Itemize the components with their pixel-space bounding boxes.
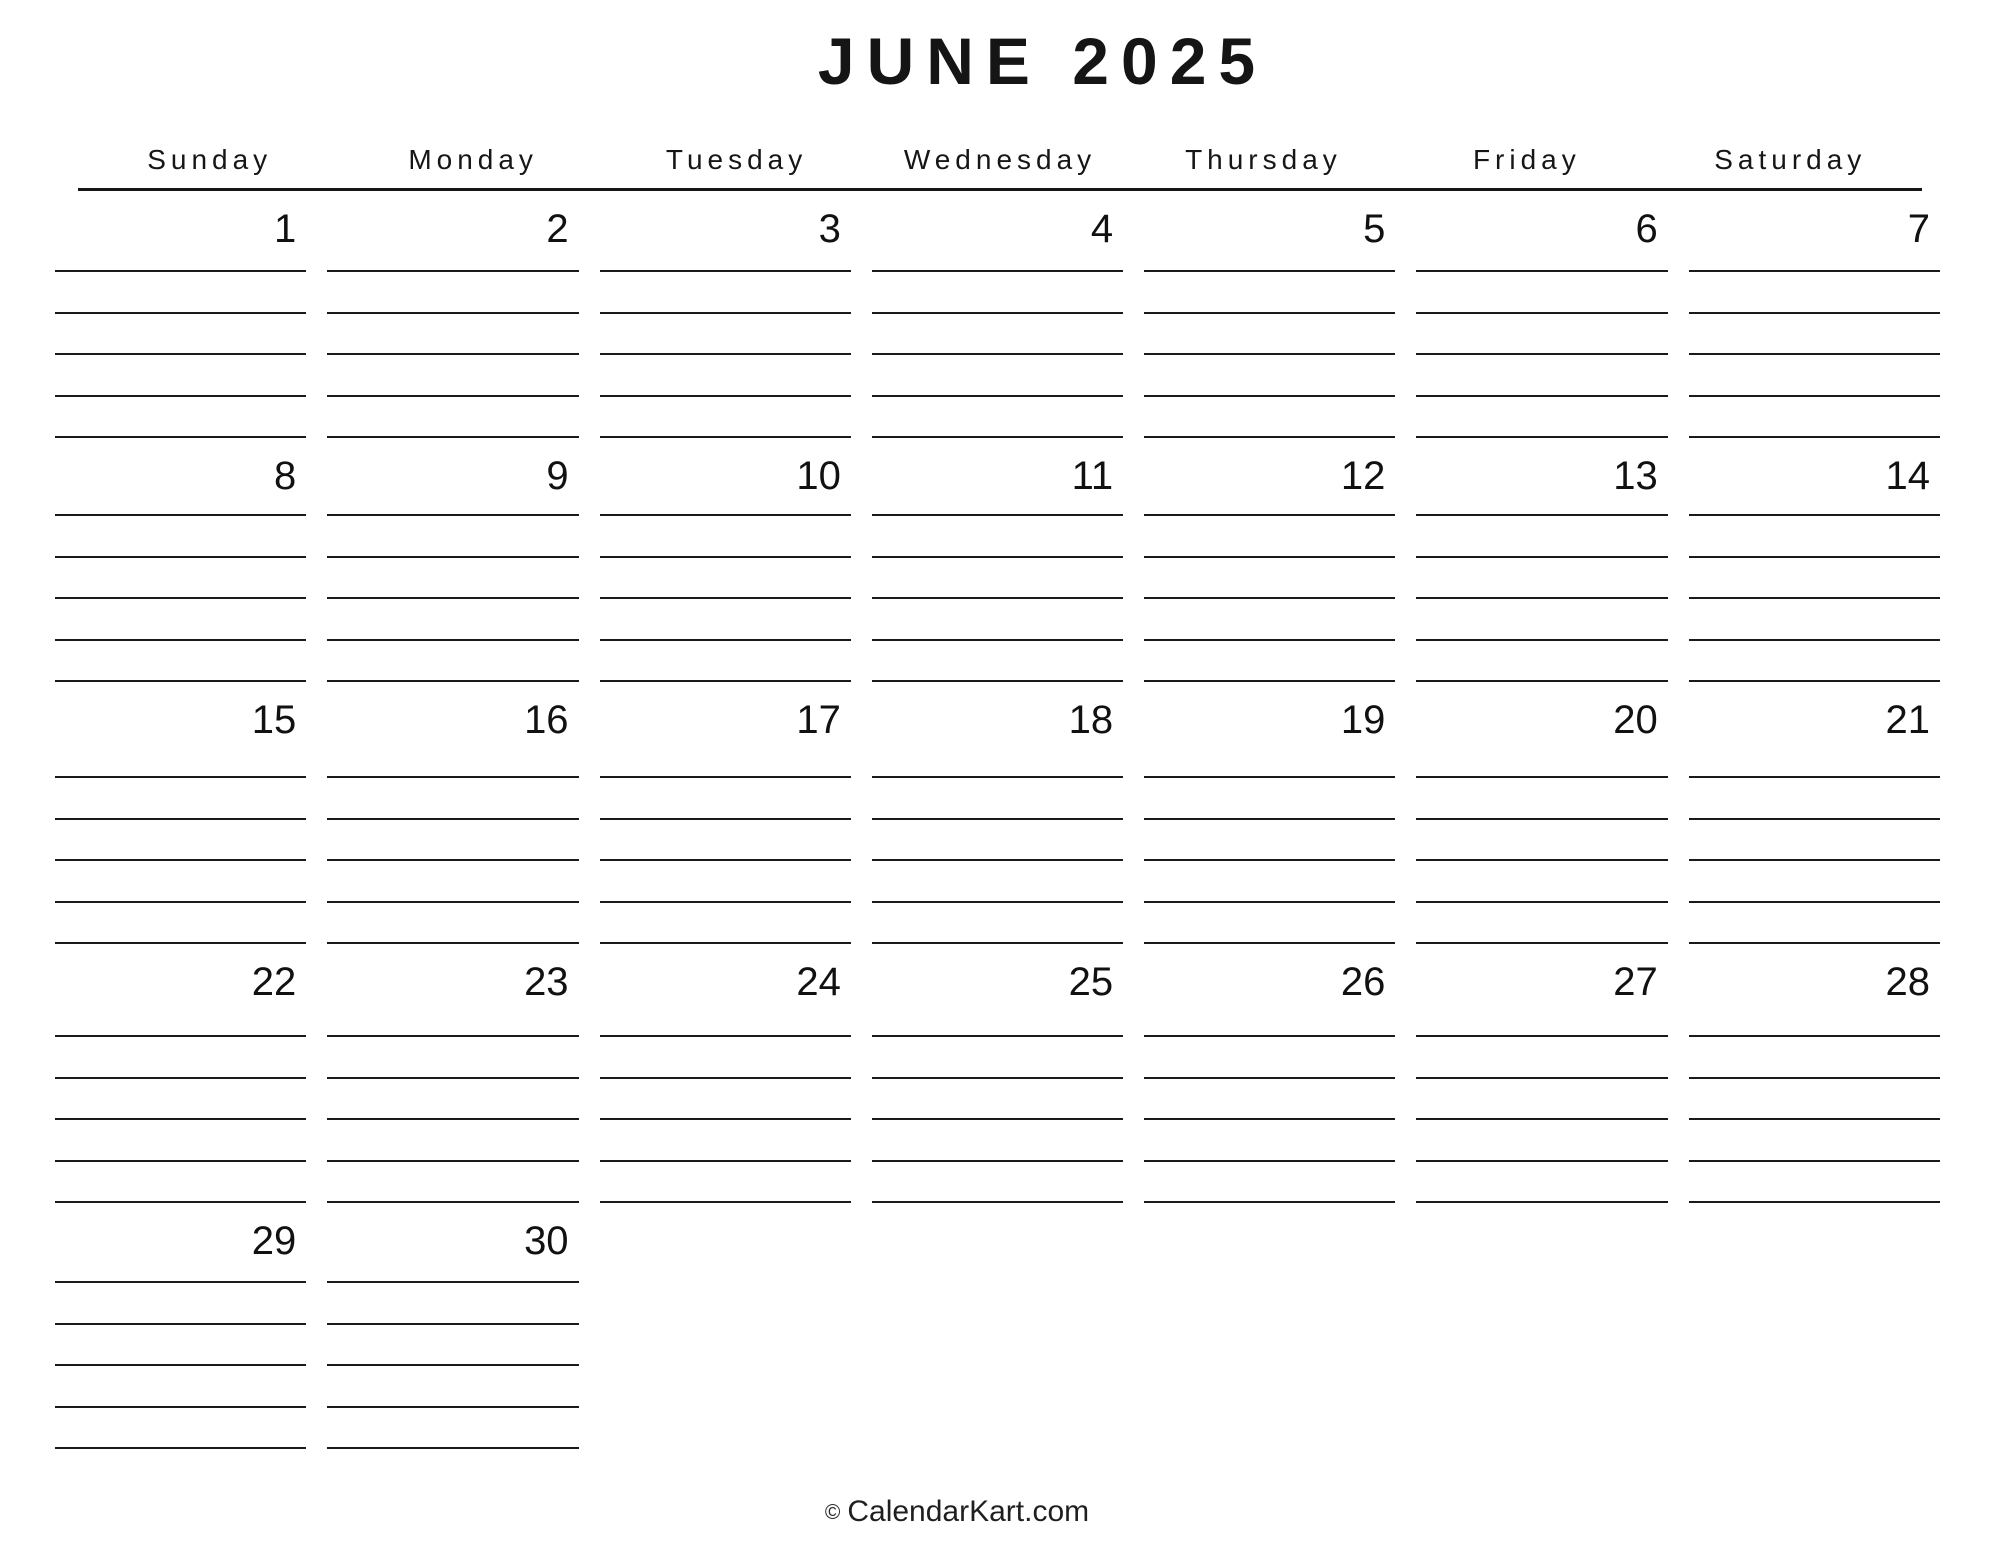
writing-line bbox=[55, 903, 306, 945]
weekday-header-friday: Friday bbox=[1472, 144, 1581, 175]
writing-line bbox=[1144, 599, 1395, 641]
day-cell bbox=[600, 944, 851, 1203]
date-number: 27 bbox=[1613, 960, 1658, 1004]
day-cell bbox=[1144, 191, 1395, 438]
date-box bbox=[600, 682, 851, 742]
writing-line bbox=[327, 641, 578, 683]
day-cell bbox=[55, 682, 306, 944]
date-number: 28 bbox=[1885, 960, 1930, 1004]
date-box bbox=[1144, 191, 1395, 251]
date-box bbox=[1416, 944, 1667, 1004]
writing-line bbox=[55, 1408, 306, 1450]
writing-line bbox=[327, 397, 578, 439]
date-box bbox=[1689, 191, 1940, 251]
day-cell bbox=[872, 191, 1123, 438]
day-cell bbox=[1416, 1203, 1667, 1449]
writing-line bbox=[55, 558, 306, 600]
date-number: 5 bbox=[1363, 207, 1386, 251]
date-box bbox=[1144, 944, 1395, 1004]
writing-line bbox=[327, 272, 578, 314]
date-box bbox=[55, 944, 306, 1004]
writing-line bbox=[1689, 516, 1940, 558]
day-cell bbox=[327, 682, 578, 944]
writing-line bbox=[600, 558, 851, 600]
weekday-header-monday: Monday bbox=[408, 144, 538, 175]
date-number: 17 bbox=[796, 698, 841, 742]
writing-line bbox=[1416, 1079, 1667, 1121]
day-cell bbox=[1416, 944, 1667, 1203]
writing-line bbox=[872, 231, 1123, 273]
date-number: 18 bbox=[1068, 698, 1114, 742]
day-cell bbox=[1416, 682, 1667, 944]
date-number: 2 bbox=[546, 207, 569, 251]
writing-line bbox=[872, 314, 1123, 356]
writing-line bbox=[1144, 861, 1395, 903]
writing-line bbox=[327, 1283, 578, 1325]
writing-line bbox=[327, 1037, 578, 1079]
date-box bbox=[872, 191, 1123, 251]
date-number: 10 bbox=[796, 454, 841, 498]
writing-line bbox=[1689, 314, 1940, 356]
day-cell bbox=[327, 191, 578, 438]
writing-line bbox=[872, 272, 1123, 314]
date-number: 12 bbox=[1340, 454, 1386, 498]
writing-line bbox=[1689, 820, 1940, 862]
writing-line bbox=[55, 1325, 306, 1367]
writing-line bbox=[1689, 1079, 1940, 1121]
writing-line bbox=[55, 1079, 306, 1121]
writing-line bbox=[1689, 778, 1940, 820]
writing-line bbox=[872, 641, 1123, 683]
writing-line bbox=[1416, 903, 1667, 945]
writing-line bbox=[327, 599, 578, 641]
writing-line bbox=[872, 1162, 1123, 1204]
writing-line bbox=[600, 861, 851, 903]
writing-line bbox=[1144, 1162, 1395, 1204]
writing-line bbox=[1416, 778, 1667, 820]
writing-line bbox=[1416, 599, 1667, 641]
writing-line bbox=[327, 355, 578, 397]
writing-line bbox=[1416, 355, 1667, 397]
day-cell bbox=[1689, 191, 1940, 438]
writing-line bbox=[1416, 641, 1667, 683]
writing-line bbox=[600, 641, 851, 683]
week-row bbox=[55, 1203, 1940, 1449]
writing-line bbox=[872, 737, 1123, 779]
footer-credit-inner bbox=[825, 1497, 1089, 1527]
date-box bbox=[55, 1203, 306, 1263]
date-box bbox=[327, 438, 578, 498]
date-number: 20 bbox=[1613, 698, 1658, 742]
writing-line bbox=[1144, 558, 1395, 600]
writing-line bbox=[1416, 737, 1667, 779]
writing-line bbox=[600, 737, 851, 779]
day-cell bbox=[872, 438, 1123, 682]
writing-line bbox=[1689, 1120, 1940, 1162]
writing-line bbox=[600, 820, 851, 862]
weekday-header-thursday: Thursday bbox=[1185, 144, 1342, 175]
writing-line bbox=[872, 397, 1123, 439]
day-cell bbox=[1144, 438, 1395, 682]
date-number: 4 bbox=[1090, 207, 1114, 251]
day-cell bbox=[1144, 944, 1395, 1203]
date-number: 25 bbox=[1068, 960, 1114, 1004]
date-box bbox=[1689, 438, 1940, 498]
writing-line bbox=[1689, 231, 1940, 273]
writing-line bbox=[872, 1037, 1123, 1079]
writing-line bbox=[1144, 903, 1395, 945]
writing-line bbox=[55, 778, 306, 820]
writing-line bbox=[1416, 272, 1667, 314]
writing-line bbox=[55, 397, 306, 439]
writing-line bbox=[1144, 1037, 1395, 1079]
writing-line bbox=[1416, 1037, 1667, 1079]
writing-line bbox=[55, 1283, 306, 1325]
date-box bbox=[327, 944, 578, 1004]
writing-line bbox=[600, 778, 851, 820]
day-cell bbox=[1689, 1203, 1940, 1449]
writing-line bbox=[872, 558, 1123, 600]
date-box bbox=[1416, 682, 1667, 742]
writing-line bbox=[1689, 1162, 1940, 1204]
date-number: 8 bbox=[274, 454, 297, 498]
writing-line bbox=[1144, 272, 1395, 314]
calendar-title: JUNE 2025 bbox=[817, 24, 1268, 98]
writing-line bbox=[1416, 820, 1667, 862]
writing-line bbox=[600, 1037, 851, 1079]
writing-line bbox=[327, 516, 578, 558]
day-cell bbox=[55, 438, 306, 682]
date-number: 21 bbox=[1885, 698, 1930, 742]
writing-line bbox=[1144, 641, 1395, 683]
date-number: 14 bbox=[1885, 454, 1930, 498]
writing-line bbox=[327, 737, 578, 779]
day-cell bbox=[1689, 682, 1940, 944]
writing-line bbox=[600, 903, 851, 945]
writing-line bbox=[1144, 314, 1395, 356]
day-cell bbox=[55, 1203, 306, 1449]
day-cell bbox=[55, 944, 306, 1203]
writing-line bbox=[600, 314, 851, 356]
writing-line bbox=[327, 314, 578, 356]
writing-line bbox=[1144, 737, 1395, 779]
writing-line bbox=[327, 1120, 578, 1162]
day-cell bbox=[1416, 191, 1667, 438]
writing-line bbox=[327, 1408, 578, 1450]
writing-line bbox=[55, 599, 306, 641]
writing-line bbox=[1689, 1037, 1940, 1079]
week-row bbox=[55, 438, 1940, 682]
writing-line bbox=[872, 516, 1123, 558]
date-box bbox=[55, 191, 306, 251]
date-box bbox=[1144, 438, 1395, 498]
writing-line bbox=[600, 516, 851, 558]
writing-line bbox=[327, 231, 578, 273]
week-row bbox=[55, 682, 1940, 944]
date-box bbox=[55, 682, 306, 742]
date-number: 19 bbox=[1340, 698, 1386, 742]
date-box bbox=[872, 944, 1123, 1004]
writing-line bbox=[600, 231, 851, 273]
week-row bbox=[55, 191, 1940, 438]
writing-line bbox=[327, 475, 578, 517]
calendar-grid bbox=[55, 191, 1940, 1449]
weekday-header-sunday: Sunday bbox=[147, 144, 273, 175]
date-box bbox=[1416, 438, 1667, 498]
writing-line bbox=[55, 737, 306, 779]
writing-line bbox=[1144, 1120, 1395, 1162]
writing-line bbox=[600, 1079, 851, 1121]
writing-line bbox=[1144, 397, 1395, 439]
weekday-header-saturday: Saturday bbox=[1714, 144, 1867, 175]
date-box bbox=[327, 682, 578, 742]
writing-line bbox=[327, 903, 578, 945]
date-number: 29 bbox=[251, 1219, 297, 1263]
writing-line bbox=[872, 355, 1123, 397]
date-box bbox=[1689, 944, 1940, 1004]
writing-line bbox=[1416, 397, 1667, 439]
writing-line bbox=[55, 516, 306, 558]
writing-line bbox=[1144, 516, 1395, 558]
writing-line bbox=[600, 397, 851, 439]
writing-line bbox=[872, 861, 1123, 903]
writing-line bbox=[1416, 1162, 1667, 1204]
day-cell bbox=[1689, 438, 1940, 682]
date-box bbox=[600, 944, 851, 1004]
day-cell bbox=[1416, 438, 1667, 682]
date-number: 13 bbox=[1613, 454, 1658, 498]
writing-line bbox=[327, 820, 578, 862]
date-number: 26 bbox=[1340, 960, 1386, 1004]
writing-line bbox=[55, 1120, 306, 1162]
date-box bbox=[327, 1203, 578, 1263]
writing-line bbox=[1416, 558, 1667, 600]
day-cell bbox=[1144, 1203, 1395, 1449]
writing-line bbox=[1416, 231, 1667, 273]
weekday-header-wednesday: Wednesday bbox=[903, 144, 1097, 175]
writing-line bbox=[1144, 1079, 1395, 1121]
writing-line bbox=[872, 599, 1123, 641]
date-box bbox=[327, 191, 578, 251]
date-number: 30 bbox=[524, 1219, 569, 1263]
writing-line bbox=[1689, 599, 1940, 641]
writing-line bbox=[55, 231, 306, 273]
writing-line bbox=[600, 599, 851, 641]
writing-line bbox=[1689, 861, 1940, 903]
writing-line bbox=[1416, 314, 1667, 356]
day-cell bbox=[872, 944, 1123, 1203]
date-number: 3 bbox=[818, 207, 841, 251]
date-number: 23 bbox=[524, 960, 569, 1004]
day-cell bbox=[600, 191, 851, 438]
date-box bbox=[872, 438, 1123, 498]
writing-line bbox=[600, 1162, 851, 1204]
weekday-header-tuesday: Tuesday bbox=[665, 144, 808, 175]
writing-line bbox=[1416, 516, 1667, 558]
writing-line bbox=[872, 820, 1123, 862]
date-number: 16 bbox=[524, 698, 569, 742]
writing-line bbox=[327, 1366, 578, 1408]
writing-line bbox=[600, 1120, 851, 1162]
copyright-icon: © bbox=[824, 1501, 841, 1524]
date-box bbox=[600, 191, 851, 251]
date-number: 22 bbox=[251, 960, 297, 1004]
writing-line bbox=[327, 1162, 578, 1204]
day-cell bbox=[327, 1203, 578, 1449]
writing-line bbox=[55, 1162, 306, 1204]
date-box bbox=[600, 438, 851, 498]
writing-line bbox=[1689, 397, 1940, 439]
date-box bbox=[872, 682, 1123, 742]
writing-line bbox=[55, 272, 306, 314]
day-cell bbox=[872, 1203, 1123, 1449]
day-cell bbox=[600, 1203, 851, 1449]
writing-line bbox=[55, 820, 306, 862]
date-box bbox=[1144, 682, 1395, 742]
writing-line bbox=[872, 903, 1123, 945]
writing-line bbox=[327, 861, 578, 903]
writing-line bbox=[1689, 737, 1940, 779]
writing-line bbox=[1144, 778, 1395, 820]
date-number: 11 bbox=[1071, 454, 1114, 498]
writing-line bbox=[1144, 231, 1395, 273]
writing-line bbox=[55, 355, 306, 397]
writing-line bbox=[1689, 355, 1940, 397]
day-cell bbox=[327, 438, 578, 682]
writing-line bbox=[1416, 1120, 1667, 1162]
writing-line bbox=[55, 475, 306, 517]
weekday-header-row bbox=[78, 146, 1922, 191]
writing-line bbox=[55, 1037, 306, 1079]
day-cell bbox=[872, 682, 1123, 944]
date-number: 15 bbox=[251, 698, 297, 742]
day-cell bbox=[1144, 682, 1395, 944]
writing-line bbox=[55, 641, 306, 683]
writing-line bbox=[600, 355, 851, 397]
writing-line bbox=[327, 1325, 578, 1367]
day-cell bbox=[327, 944, 578, 1203]
writing-line bbox=[600, 272, 851, 314]
writing-line bbox=[327, 1079, 578, 1121]
date-number: 9 bbox=[546, 454, 569, 498]
day-cell bbox=[1689, 944, 1940, 1203]
writing-line bbox=[327, 778, 578, 820]
writing-line bbox=[55, 861, 306, 903]
writing-line bbox=[1689, 641, 1940, 683]
week-row bbox=[55, 944, 1940, 1203]
footer-text: CalendarKart.com bbox=[847, 1495, 1090, 1528]
writing-line bbox=[327, 558, 578, 600]
date-box bbox=[55, 438, 306, 498]
date-number: 7 bbox=[1907, 207, 1930, 251]
date-number: 6 bbox=[1635, 207, 1658, 251]
footer-credit bbox=[0, 1497, 2000, 1527]
date-box bbox=[1416, 191, 1667, 251]
day-cell bbox=[600, 438, 851, 682]
day-cell bbox=[55, 191, 306, 438]
writing-line bbox=[872, 778, 1123, 820]
writing-line bbox=[1689, 272, 1940, 314]
date-number: 24 bbox=[796, 960, 841, 1004]
writing-line bbox=[1416, 861, 1667, 903]
writing-line bbox=[55, 1366, 306, 1408]
writing-line bbox=[1144, 820, 1395, 862]
writing-line bbox=[872, 1120, 1123, 1162]
writing-line bbox=[1689, 903, 1940, 945]
date-box bbox=[1689, 682, 1940, 742]
date-number: 1 bbox=[274, 207, 297, 251]
writing-line bbox=[55, 314, 306, 356]
writing-line bbox=[872, 1079, 1123, 1121]
writing-line bbox=[1689, 558, 1940, 600]
day-cell bbox=[600, 682, 851, 944]
writing-line bbox=[1144, 355, 1395, 397]
